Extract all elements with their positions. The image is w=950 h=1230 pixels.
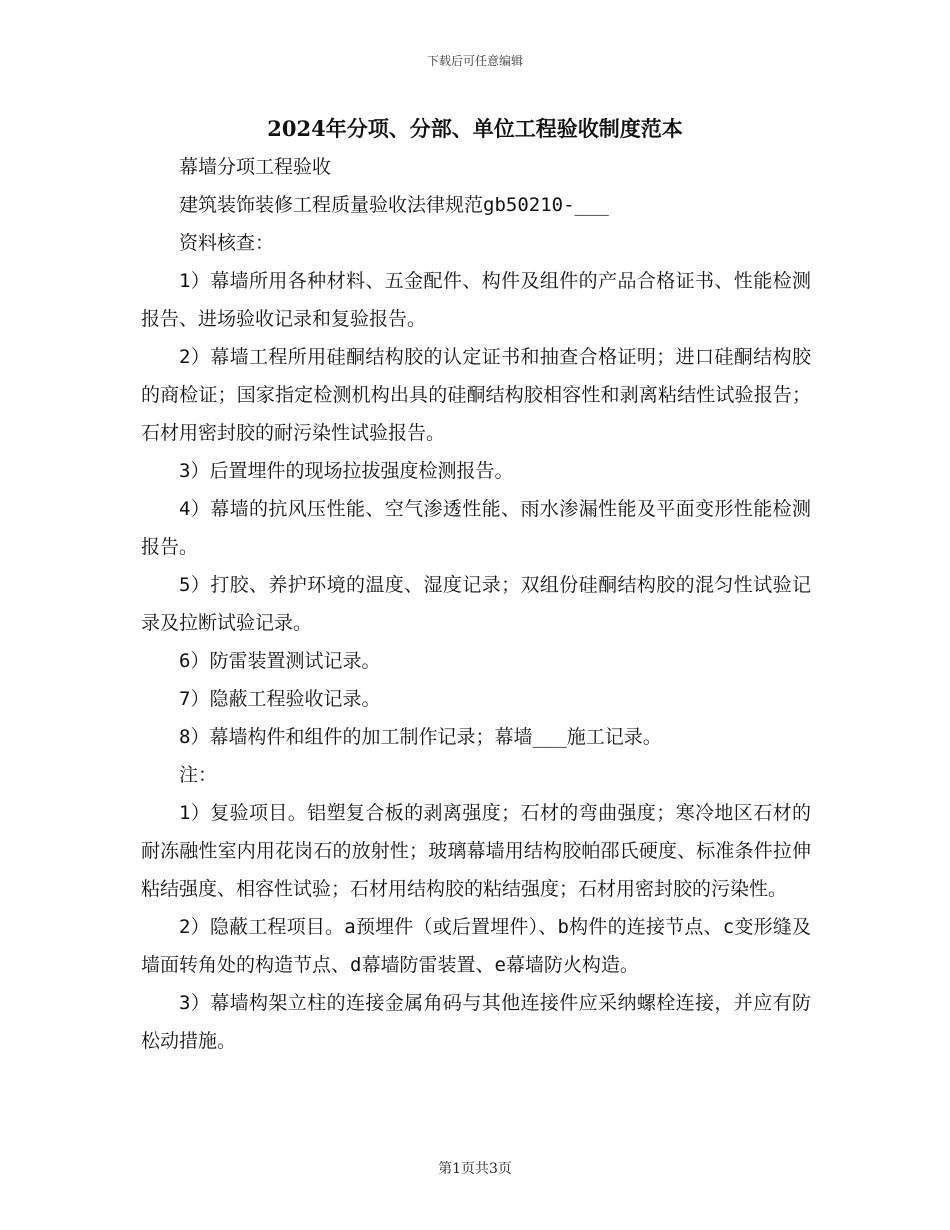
paragraph: 7）隐蔽工程验收记录。: [179, 688, 381, 710]
paragraph: 5）打胶、养护环境的温度、湿度记录；双组份硅酮结构胶的混匀性试验记录及拉断试验记录。: [141, 574, 811, 634]
paragraph: 3）幕墙构架立柱的连接金属角码与其他连接件应采纳螺栓连接，并应有防松动措施。: [141, 992, 811, 1052]
paragraph: 1）幕墙所用各种材料、五金配件、构件及组件的产品合格证书、性能检测报告、进场验收记录和复验报告。: [141, 270, 811, 330]
page-number: 第1页共3页: [438, 1161, 512, 1177]
paragraph: 6）防雷装置测试记录。: [179, 650, 381, 672]
paragraph: 2）隐蔽工程项目。a预埋件（或后置埋件）、b构件的连接节点、c变形缝及墙面转角处的构造节点、d幕墙防雷装置、e幕墙防火构造。: [141, 916, 811, 976]
document-title: 2024年分项、分部、单位工程验收制度范本: [267, 116, 683, 141]
paragraph: 3）后置埋件的现场拉拔强度检测报告。: [179, 460, 514, 482]
paragraph: 8）幕墙构件和组件的加工制作记录；幕墙___施工记录。: [179, 726, 662, 748]
page-header-note: 下载后可任意编辑: [426, 54, 523, 68]
paragraph: 2）幕墙工程所用硅酮结构胶的认定证书和抽查合格证明；进口硅酮结构胶的商检证；国家指定检测机构出具的硅酮结构胶相容性和剥离粘结性试验报告；石材用密封胶的耐污染性试验报告。: [141, 346, 811, 444]
paragraph: 建筑装饰装修工程质量验收法律规范gb50210-___: [179, 194, 609, 216]
paragraph: 幕墙分项工程验收: [179, 156, 332, 178]
paragraph: 资料核查：: [179, 232, 275, 254]
paragraph: 注：: [179, 764, 218, 786]
document-body: [141, 148, 811, 1060]
paragraph: 1）复验项目。铝塑复合板的剥离强度；石材的弯曲强度；寒冷地区石材的耐冻融性室内用花岗石的放射性；玻璃幕墙用结构胶帕邵氏硬度、标准条件拉伸粘结强度、相容性试验；石材用结构胶的粘结强度；石材用密封胶的污染性。: [141, 802, 811, 900]
paragraph: 4）幕墙的抗风压性能、空气渗透性能、雨水渗漏性能及平面变形性能检测报告。: [141, 498, 811, 558]
